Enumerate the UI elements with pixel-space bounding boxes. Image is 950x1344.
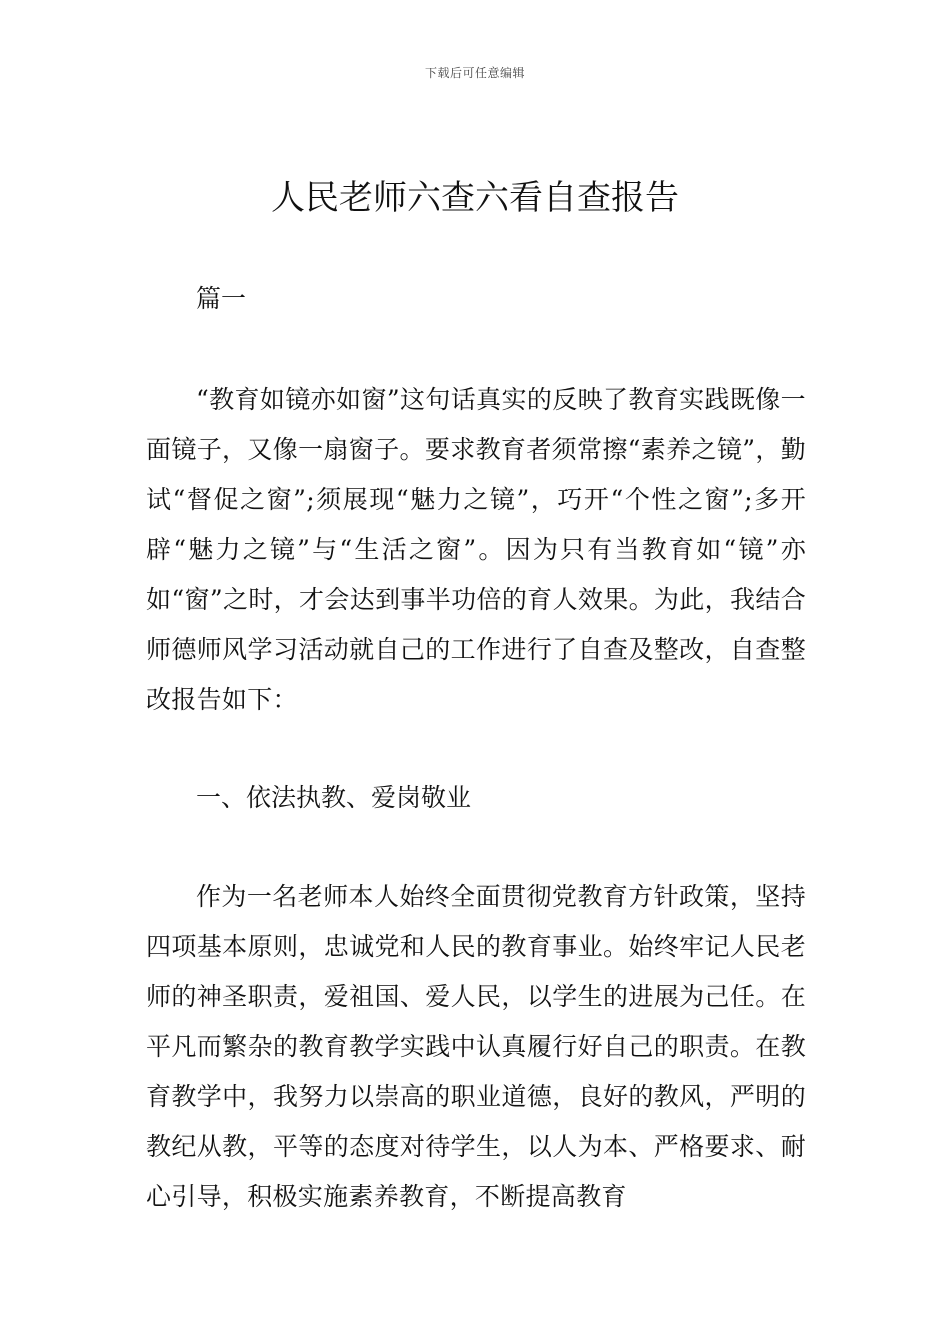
section-paragraph: 作为一名老师本人始终全面贯彻党教育方针政策，坚持四项基本原则，忠诚党和人民的教育事业。始终牢记人民老师的神圣职责，爱祖国、爱人民，以学生的进展为己任。在平凡而繁杂的教育教学实践中认真履行好自己的职责。在教育教学中，我努力以崇高的职业道德，良好的教风，严明的教纪从教，平等的态度对待学生，以人为本、严格要求、耐心引导，积极实施素养教育，不断提高教育	[146, 882, 806, 1211]
intro-paragraph: “教育如镜亦如窗”这句话真实的反映了教育实践既像一面镜子，又像一扇窗子。要求教育者须常擦“素养之镜”，勤试“督促之窗”;须展现“魅力之镜”，巧开“个性之窗”;多开辟“魅力之镜”与“生活之窗”。因为只有当教育如“镜”亦如“窗”之时，才会达到事半功倍的育人效果。为此，我结合师德师风学习活动就自己的工作进行了自查及整改，自查整改报告如下：	[146, 385, 806, 714]
part-label: 篇一	[196, 284, 247, 313]
header-note: 下载后可任意编辑	[424, 66, 525, 80]
document-title: 人民老师六查六看自查报告	[271, 178, 679, 218]
section-heading: 一、依法执教、爱岗敬业	[196, 783, 472, 812]
